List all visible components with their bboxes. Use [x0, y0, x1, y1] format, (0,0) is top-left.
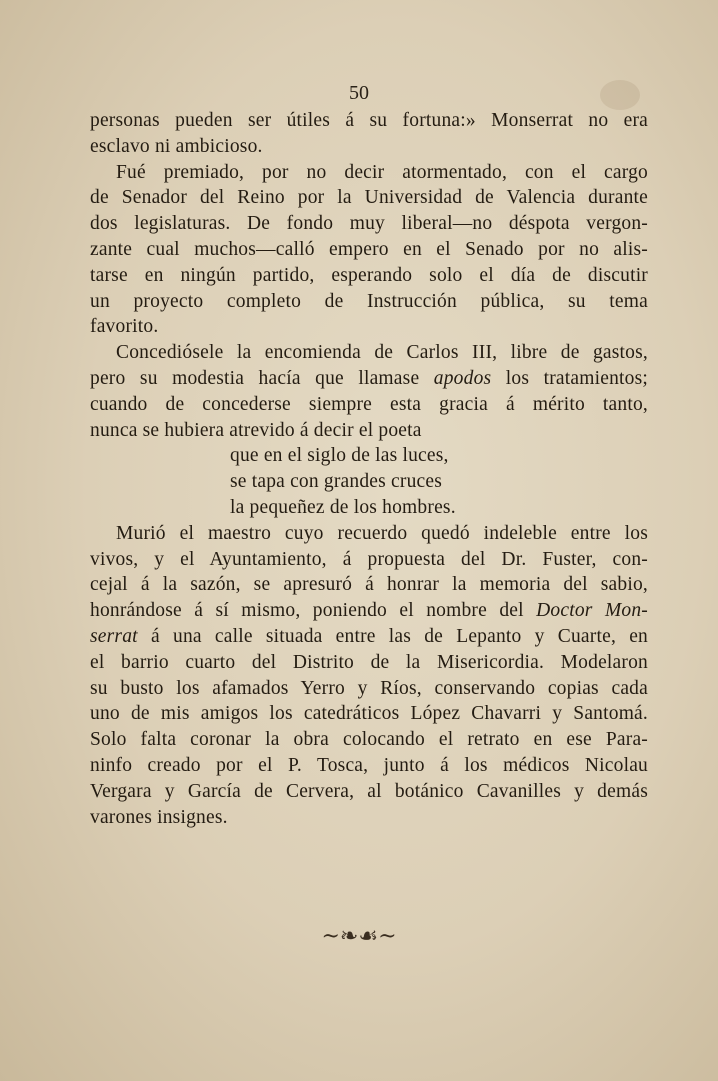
- text-line: de Senador del Reino por la Universidad de Valencia durante: [90, 187, 648, 209]
- text-line: esclavo ni ambicioso.: [90, 135, 263, 157]
- text-line: Solo falta coronar la obra colocando el retrato en ese Para-: [90, 729, 648, 751]
- text-line: nunca se hubiera atrevido á decir el poeta: [90, 419, 422, 441]
- italic-word: serrat: [90, 625, 138, 647]
- text-line: el barrio cuarto del Distrito de la Misericordia. Modelaron: [90, 651, 648, 673]
- page-number: 50: [349, 82, 369, 104]
- text-line: personas pueden ser útiles á su fortuna:» Monserrat no era: [90, 110, 648, 131]
- text-line-mixed: [90, 598, 648, 624]
- text-line: Murió el maestro cuyo recuerdo quedó indeleble entre los: [116, 522, 648, 544]
- text-line: vivos, y el Ayuntamiento, á propuesta del Dr. Fuster, con-: [90, 548, 648, 570]
- text-line: cejal á la sazón, se apresuró á honrar la memoria del sabio,: [90, 574, 648, 596]
- text-line: cuando de concederse siempre esta gracia á mérito tanto,: [90, 393, 648, 415]
- text-segment: honrándose á sí mismo, poniendo el nombre del: [90, 600, 524, 622]
- ornament-icon: ~❧☙~: [321, 924, 397, 949]
- body-text: [90, 108, 648, 830]
- text-line: Vergara y García de Cervera, al botánico Cavanilles y demás: [90, 780, 648, 802]
- text-line: varones insignes.: [90, 806, 228, 828]
- text-line: Fué premiado, por no decir atormentado, con el cargo: [116, 161, 648, 183]
- text-line-mixed: [90, 366, 648, 392]
- italic-word: Doctor Mon-: [536, 600, 648, 622]
- italic-word: apodos: [433, 367, 492, 389]
- text-segment: á una calle situada entre las de Lepanto y Cuarte, en: [150, 625, 648, 647]
- text-line: un proyecto completo de Instrucción pública, su tema: [90, 290, 648, 312]
- text-line: zante cual muchos—calló empero en el Senado por no alis-: [90, 238, 648, 260]
- text-line: dos legislaturas. De fondo muy liberal—no déspota vergon-: [90, 213, 648, 235]
- verse-line: que en el siglo de las luces,: [230, 445, 449, 467]
- text-segment: los tratamientos;: [505, 367, 648, 389]
- text-line: uno de mis amigos los catedráticos López Chavarri y Santomá.: [90, 703, 648, 725]
- text-line: Concediósele la encomienda de Carlos III, libre de gastos,: [116, 342, 648, 364]
- text-line: su busto los afamados Yerro y Ríos, conservando copias cada: [90, 677, 648, 699]
- text-line: tarse en ningún partido, esperando solo el día de discutir: [90, 264, 648, 286]
- text-line-mixed: [90, 624, 648, 650]
- text-segment: pero su modestia hacía que llamase: [90, 367, 420, 389]
- text-line: favorito.: [90, 316, 159, 338]
- text-line: ninfo creado por el P. Tosca, junto á los médicos Nicolau: [90, 754, 648, 776]
- verse-line: se tapa con grandes cruces: [230, 471, 443, 493]
- verse-line: la pequeñez de los hombres.: [230, 496, 456, 518]
